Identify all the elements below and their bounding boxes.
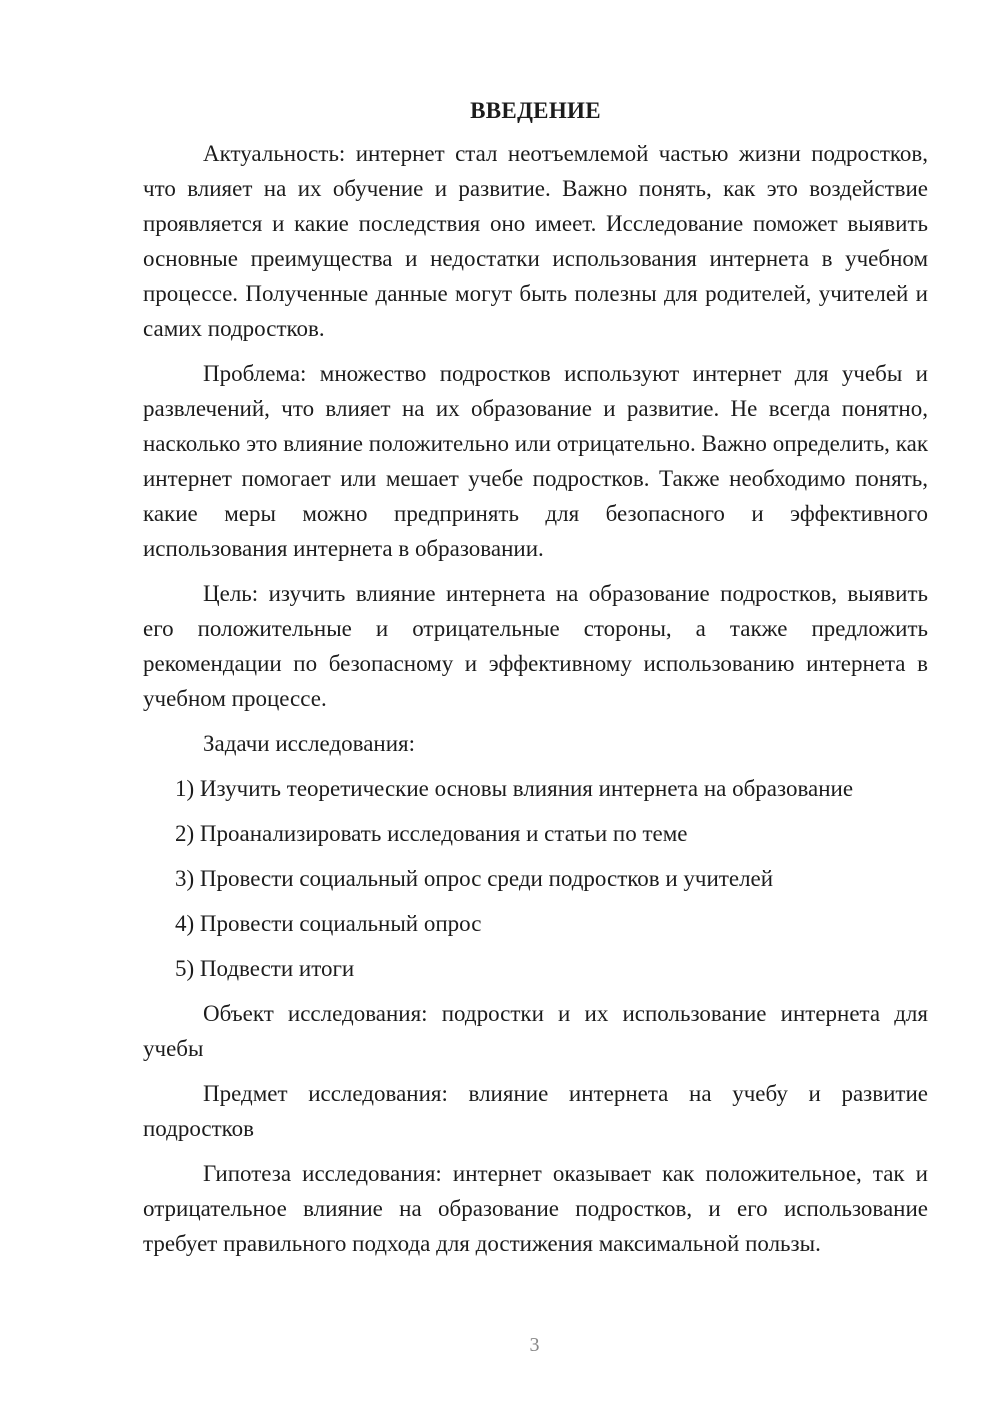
page-content [143, 96, 928, 1271]
page-title: ВВЕДЕНИЕ [470, 98, 601, 123]
relevance-paragraph: Актуальность: интернет стал неотъемлемой частью жизни подростков, что влияет на их обучение и развитие. Важно понять, как это воздействие проявляется и какие последствия оно имеет. Исследование поможет выявить основные преимущества и недостатки использования интернета в учебном процессе. Полученные данные могут быть полезны для родителей, учителей и самих подростков. [143, 141, 928, 341]
subject-paragraph: Предмет исследования: влияние интернета на учебу и развитие подростков [143, 1081, 928, 1141]
problem-paragraph: Проблема: множество подростков используют интернет для учебы и развлечений, что влияет на их образование и развитие. Не всегда понятно, насколько это влияние положительно или отрицательно. Важно определить, как интернет помогает или мешает учебе подростков. Также необходимо понять, какие меры можно предпринять для безопасного и эффективного использования интернета в образовании. [143, 361, 928, 561]
task-item: 4) Провести социальный опрос [175, 911, 482, 936]
task-item: 2) Проанализировать исследования и статьи по теме [175, 821, 688, 846]
tasks-title: Задачи исследования: [203, 731, 416, 756]
task-item: 5) Подвести итоги [175, 956, 355, 981]
goal-paragraph: Цель: изучить влияние интернета на образование подростков, выявить его положительные и отрицательные стороны, а также предложить рекомендации по безопасному и эффективному использованию интернета в учебном процессе. [143, 581, 928, 711]
task-item: 3) Провести социальный опрос среди подростков и учителей [175, 866, 774, 891]
object-paragraph: Объект исследования: подростки и их использование интернета для учебы [143, 1001, 928, 1061]
page-number: 3 [529, 1334, 541, 1356]
hypothesis-paragraph: Гипотеза исследования: интернет оказывает как положительное, так и отрицательное влияние на образование подростков, и его использование требует правильного подхода для достижения максимальной пользы. [143, 1161, 928, 1256]
task-list [143, 771, 928, 986]
task-item: 1) Изучить теоретические основы влияния интернета на образование [175, 776, 854, 801]
